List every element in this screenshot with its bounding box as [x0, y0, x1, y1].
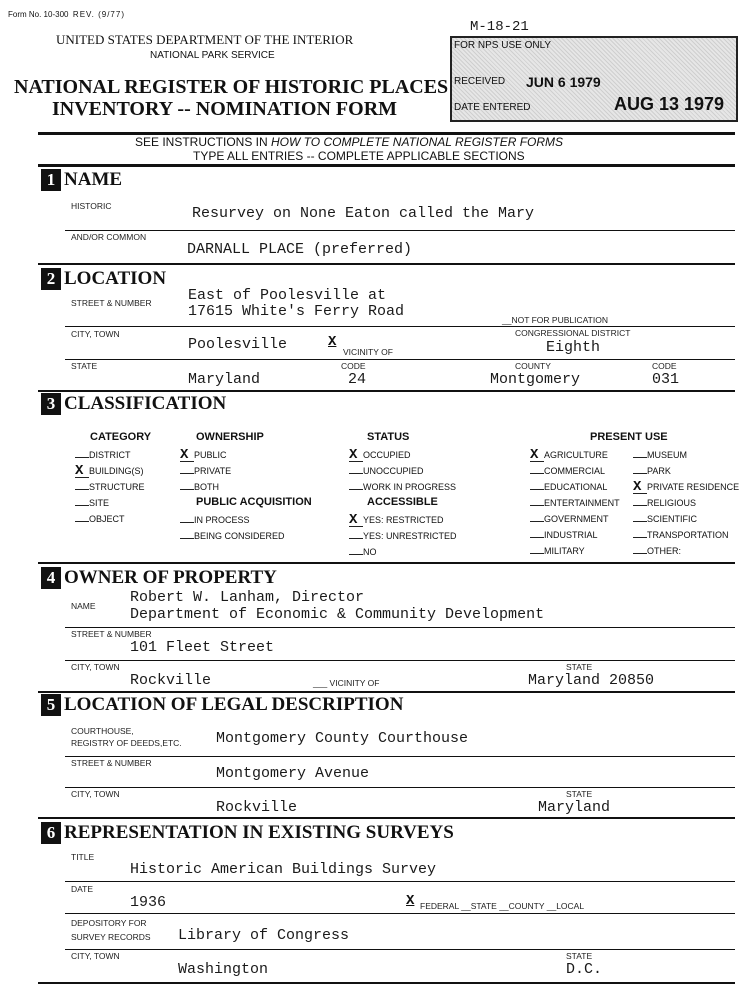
survey-state-label: STATE: [566, 951, 593, 961]
city: Poolesville: [188, 336, 288, 353]
section-legal-heading: [41, 694, 403, 716]
present-use-option: [530, 527, 598, 543]
form-number: [8, 10, 125, 19]
courthouse: Montgomery County Courthouse: [216, 730, 469, 747]
option-label: DISTRICT: [89, 450, 131, 460]
checkbox-mark: [75, 457, 89, 458]
public-acquisition-heading: PUBLIC ACQUISITION: [196, 496, 312, 508]
checkbox-mark: [530, 473, 544, 474]
present-use-option: [530, 511, 609, 527]
survey-date: 1936: [130, 894, 167, 911]
option-label: OTHER:: [647, 546, 682, 556]
county-code-label: CODE: [652, 361, 677, 371]
instructions-title: HOW TO COMPLETE NATIONAL REGISTER FORMS: [271, 135, 564, 149]
accessible-option: [349, 528, 457, 544]
option-label: BUILDING(S): [89, 466, 144, 476]
present-use-heading: PRESENT USE: [590, 431, 668, 443]
legal-city: Rockville: [216, 799, 298, 816]
survey-city-label: CITY, TOWN: [71, 951, 120, 961]
option-label: SCIENTIFIC: [647, 514, 698, 524]
checkbox-mark: [349, 473, 363, 474]
option-label: WORK IN PROGRESS: [363, 482, 457, 492]
congressional-label: CONGRESSIONAL DISTRICT: [515, 328, 631, 338]
survey-state: D.C.: [566, 961, 603, 978]
present-use-option: [633, 511, 697, 527]
checkbox-mark: [349, 538, 363, 539]
survey-date-label: DATE: [71, 884, 94, 894]
checkbox-mark: [349, 489, 363, 490]
divider: [38, 982, 735, 984]
state-label: STATE: [71, 361, 98, 371]
depository: Library of Congress: [178, 927, 350, 944]
legal-state: Maryland: [538, 799, 611, 816]
present-use-option: [633, 543, 681, 559]
category-heading: CATEGORY: [90, 431, 152, 443]
nps-use-box: [450, 36, 738, 122]
divider: [65, 359, 735, 360]
present-use-option: [633, 479, 739, 495]
section-number: 2: [41, 268, 61, 290]
vicinity-label: VICINITY OF: [343, 347, 393, 357]
checkbox-mark: [530, 521, 544, 522]
checkbox-mark: [180, 538, 194, 539]
owner-state: Maryland 20850: [528, 672, 655, 689]
legal-city-label: CITY, TOWN: [71, 789, 120, 799]
checkbox-mark: [633, 537, 647, 538]
checkbox-mark: [75, 489, 89, 490]
accessible-heading: ACCESSIBLE: [367, 496, 438, 508]
section-name-heading: [41, 169, 122, 191]
checkbox-mark: X: [633, 481, 647, 494]
option-label: PRIVATE RESIDENCE: [647, 482, 740, 492]
checkbox-mark: [180, 473, 194, 474]
street-label: STREET & NUMBER: [71, 298, 152, 308]
divider: [38, 390, 735, 392]
courthouse-label: COURTHOUSE,: [71, 726, 134, 736]
option-label: AGRICULTURE: [544, 450, 608, 460]
divider: [65, 949, 735, 950]
checkbox-mark: [530, 505, 544, 506]
present-use-option: [633, 495, 696, 511]
checkbox-mark: [633, 473, 647, 474]
divider: [65, 660, 735, 661]
option-label: OCCUPIED: [363, 450, 411, 460]
checkbox-mark: [75, 505, 89, 506]
instructions-text: SEE INSTRUCTIONS IN: [135, 135, 272, 149]
code-label: CODE: [341, 361, 366, 371]
received-label: RECEIVED: [454, 76, 506, 87]
section-classification-heading: [41, 393, 226, 415]
checkbox-mark: [633, 457, 647, 458]
section-number: 4: [41, 567, 61, 589]
status-option: [349, 447, 411, 463]
option-label: UNOCCUPIED: [363, 466, 424, 476]
owner-city: Rockville: [130, 672, 212, 689]
section-number: 5: [41, 694, 61, 716]
option-label: IN PROCESS: [194, 515, 250, 525]
nps-label: FOR NPS USE ONLY: [454, 40, 552, 51]
historic-name: Resurvey on None Eaton called the Mary: [192, 205, 535, 222]
revision-text: REV. (9/77): [72, 10, 125, 19]
present-use-option: [633, 463, 671, 479]
checkbox-mark: X: [530, 449, 544, 462]
section-title: CLASSIFICATION: [64, 393, 227, 414]
option-label: YES: RESTRICTED: [363, 515, 444, 525]
ownership-heading: OWNERSHIP: [196, 431, 264, 443]
checkbox-mark: [180, 489, 194, 490]
county-code: 031: [652, 371, 680, 388]
category-option: [75, 511, 125, 527]
form-title-1: NATIONAL REGISTER OF HISTORIC PLACES: [14, 76, 449, 98]
option-label: OBJECT: [89, 514, 125, 524]
section-title: NAME: [64, 169, 123, 190]
option-label: COMMERCIAL: [544, 466, 606, 476]
not-for-publication: __NOT FOR PUBLICATION: [502, 315, 608, 325]
section-number: 1: [41, 169, 61, 191]
option-label: NO: [363, 547, 377, 557]
option-label: GOVERNMENT: [544, 514, 609, 524]
option-label: EDUCATIONAL: [544, 482, 608, 492]
divider: [65, 230, 735, 231]
legal-state-label: STATE: [566, 789, 593, 799]
section-title: LOCATION OF LEGAL DESCRIPTION: [64, 694, 404, 715]
ownership-option: [180, 479, 219, 495]
option-label: PRIVATE: [194, 466, 232, 476]
present-use-option: [530, 543, 585, 559]
street-line-1: East of Poolesville at: [188, 287, 387, 304]
checkbox-mark: X: [180, 449, 194, 462]
state-code: 24: [348, 371, 367, 388]
status-heading: STATUS: [367, 431, 410, 443]
category-option: [75, 447, 131, 463]
owner-name-label: NAME: [71, 601, 96, 611]
divider: [65, 881, 735, 882]
category-option: [75, 463, 144, 479]
survey-title-label: TITLE: [71, 852, 95, 862]
present-use-option: [530, 479, 607, 495]
divider: [65, 627, 735, 628]
present-use-option: [633, 527, 729, 543]
option-label: BOTH: [194, 482, 220, 492]
owner-name-2: Department of Economic & Community Development: [130, 606, 545, 623]
option-label: MILITARY: [544, 546, 585, 556]
option-label: RELIGIOUS: [647, 498, 697, 508]
section-title: LOCATION: [64, 268, 167, 289]
common-name: DARNALL PLACE (preferred): [187, 241, 413, 258]
section-title: REPRESENTATION IN EXISTING SURVEYS: [64, 822, 454, 843]
divider: [38, 562, 735, 564]
acquisition-option: [180, 512, 250, 528]
section-location-heading: [41, 268, 166, 290]
accessible-option: [349, 512, 444, 528]
form-number-text: Form No. 10-300: [8, 10, 69, 19]
status-option: [349, 479, 456, 495]
checkbox-mark: X: [349, 449, 363, 462]
vicinity-mark: X: [328, 334, 337, 350]
option-label: INDUSTRIAL: [544, 530, 598, 540]
federal-mark: X: [406, 893, 415, 909]
option-label: TRANSPORTATION: [647, 530, 729, 540]
divider: [65, 326, 735, 327]
checkbox-mark: [349, 554, 363, 555]
section-title: OWNER OF PROPERTY: [64, 567, 277, 588]
divider: [65, 913, 735, 914]
section-number: 6: [41, 822, 61, 844]
ownership-option: [180, 447, 227, 463]
service: NATIONAL PARK SERVICE: [150, 50, 275, 61]
section-surveys-heading: [41, 822, 454, 844]
category-option: [75, 495, 109, 511]
entered-stamp: AUG 13 1979: [614, 94, 725, 114]
option-label: STRUCTURE: [89, 482, 145, 492]
divider: [38, 817, 735, 819]
option-label: PARK: [647, 466, 671, 476]
checkbox-mark: [530, 537, 544, 538]
registry-label: REGISTRY OF DEEDS,ETC.: [71, 738, 182, 748]
common-label: AND/OR COMMON: [71, 232, 147, 242]
street-line-2: 17615 White's Ferry Road: [188, 303, 405, 320]
present-use-option: [633, 447, 687, 463]
option-label: YES: UNRESTRICTED: [363, 531, 457, 541]
status-option: [349, 463, 424, 479]
department: UNITED STATES DEPARTMENT OF THE INTERIOR: [56, 32, 354, 47]
city-label: CITY, TOWN: [71, 329, 120, 339]
acquisition-option: [180, 528, 285, 544]
ownership-option: [180, 463, 231, 479]
divider: [65, 787, 735, 788]
legal-street-label: STREET & NUMBER: [71, 758, 152, 768]
owner-street: 101 Fleet Street: [130, 639, 275, 656]
present-use-option: [530, 495, 620, 511]
form-title-2: INVENTORY -- NOMINATION FORM: [52, 98, 398, 120]
historic-label: HISTORIC: [71, 201, 112, 211]
option-label: PUBLIC: [194, 450, 227, 460]
legal-street: Montgomery Avenue: [216, 765, 370, 782]
county: Montgomery: [490, 371, 581, 388]
checkbox-mark: [530, 489, 544, 490]
divider: [38, 263, 735, 265]
instructions-2: TYPE ALL ENTRIES -- COMPLETE APPLICABLE SECTIONS: [193, 149, 525, 163]
congressional-district: Eighth: [546, 339, 601, 356]
option-label: ENTERTAINMENT: [544, 498, 620, 508]
checkbox-mark: [530, 553, 544, 554]
checkbox-mark: X: [349, 514, 363, 527]
reference-number: M-18-21: [470, 19, 529, 35]
survey-title: Historic American Buildings Survey: [130, 861, 437, 878]
checkbox-mark: [75, 521, 89, 522]
accessible-option: [349, 544, 377, 560]
owner-vicinity: ___ VICINITY OF: [313, 678, 380, 688]
option-label: SITE: [89, 498, 110, 508]
instructions: [135, 136, 563, 149]
divider: [38, 164, 735, 167]
survey-levels: FEDERAL __STATE __COUNTY __LOCAL: [420, 901, 585, 911]
section-number: 3: [41, 393, 61, 415]
checkbox-mark: X: [75, 465, 89, 478]
owner-name-1: Robert W. Lanham, Director: [130, 589, 365, 606]
present-use-option: [530, 463, 605, 479]
checkbox-mark: [633, 521, 647, 522]
option-label: BEING CONSIDERED: [194, 531, 285, 541]
owner-street-label: STREET & NUMBER: [71, 629, 152, 639]
received-stamp: JUN 6 1979: [526, 74, 601, 90]
county-label: COUNTY: [515, 361, 551, 371]
checkbox-mark: [633, 553, 647, 554]
entered-label: DATE ENTERED: [454, 102, 531, 113]
checkbox-mark: [633, 505, 647, 506]
survey-city: Washington: [178, 961, 269, 978]
survey-records-label: SURVEY RECORDS: [71, 932, 151, 942]
present-use-option: [530, 447, 608, 463]
divider: [38, 691, 735, 693]
state: Maryland: [188, 371, 261, 388]
checkbox-mark: [180, 522, 194, 523]
owner-state-label: STATE: [566, 662, 593, 672]
section-owner-heading: [41, 567, 277, 589]
category-option: [75, 479, 145, 495]
depository-label: DEPOSITORY FOR: [71, 918, 147, 928]
divider: [65, 756, 735, 757]
option-label: MUSEUM: [647, 450, 687, 460]
owner-city-label: CITY, TOWN: [71, 662, 120, 672]
